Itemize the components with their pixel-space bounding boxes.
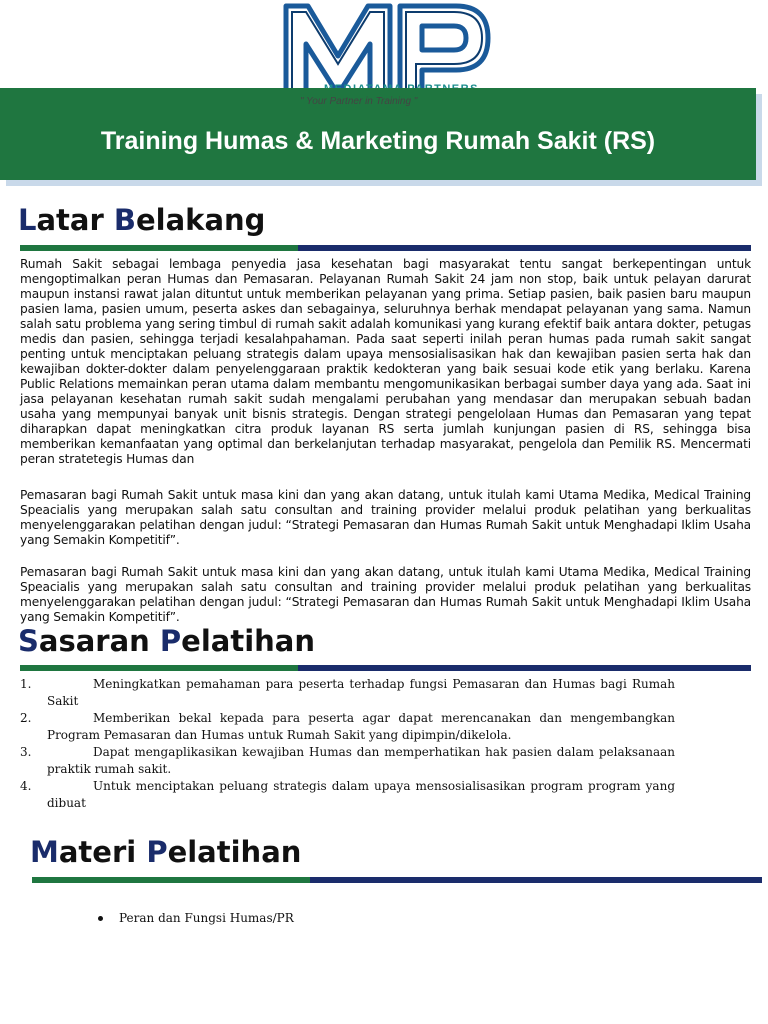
heading-initial: P — [159, 624, 182, 658]
heading-text: ateri — [58, 835, 147, 869]
heading-initial: P — [146, 835, 168, 869]
list-number: 2. — [20, 711, 32, 725]
latar-belakang-heading — [18, 203, 265, 237]
heading-text: elatihan — [181, 624, 316, 658]
background-paragraph: Pemasaran bagi Rumah Sakit untuk masa kini dan yang akan datang, untuk itulah kami Utama Medika, Medical Training Speacialis yang merupakan salah satu consultan and training provider melalui produk pelatihan yang berkualitas menyelenggarakan pelatihan dengan judul: “Strategi Pemasaran dan Humas Rumah Sakit untuk Menghadapi Iklim Usaha yang Semakin Kompetitif”. — [20, 565, 751, 624]
list-text: Peran dan Fungsi Humas/PR — [119, 911, 294, 925]
heading-initial: S — [18, 624, 39, 658]
heading-initial: M — [30, 835, 59, 869]
list-item — [20, 778, 675, 812]
list-number: 4. — [20, 779, 32, 793]
background-paragraph: Rumah Sakit sebagai lembaga penyedia jasa kesehatan bagi masyarakat tentu sangat berkepentingan untuk mengoptimalkan peran Humas dan Pemasaran. Pelayanan Rumah Sakit 24 jam non stop, baik untuk pelayan darurat maupun instansi rawat jalan dituntut untuk memberikan pelayanan yang prima. Setiap pasien, baik pasien baru maupun pasien lama, pasien umum, peserta askes dan sebagainya, seluruhnya berhak mendapat pelayanan yang sama. Namun salah satu problema yang sering timbul di rumah sakit adalah komunikasi yang kurang efektif baik antara dokter, petugas medis dan pasien, sehingga terjadi kesalahpahaman. Pada saat seperti inilah peran humas pada rumah sakit sangat penting untuk menciptakan peluang strategis dalam upaya mensosialisasikan hak dan kewajiban pasien serta hak dan kewajiban dokter-dokter dalam penyelenggaraan praktik kedokteran yang baik sesuai kode etik yang berlaku. Karena Public Relations memainkan peran utama dalam membantu mengomunikasikan berbagai sumber daya yang ada. Saat ini jasa pelayanan kesehatan rumah sakit sudah mengalami perubahan yang mendasar dan merupakan sebuah badan usaha yang mempunyai banyak unit bisnis strategis. Dengan strategi pengelolaan Humas dan Pemasaran yang tepat diharapkan dapat meningkatkan citra produk layanan RS serta jumlah kunjungan pasien di RS, sehingga bisa memberikan kemanfaatan yang optimal dan berkelanjutan terhadap masyarakat, pengelola dan Pemilik RS. Mencermati peran stratetegis Humas dan — [20, 257, 751, 466]
section-divider — [20, 245, 751, 251]
list-item — [20, 710, 675, 744]
heading-text: elakang — [136, 203, 266, 237]
list-text: Meningkatkan pemahaman para peserta terhadap fungsi Pemasaran dan Humas bagi Rumah Sakit — [47, 677, 675, 708]
bullet-icon — [98, 916, 103, 921]
sasaran-pelatihan-heading — [18, 624, 315, 658]
logo-tagline: " Your Partner in Training " — [300, 96, 418, 107]
section-divider — [32, 877, 762, 883]
heading-initial: L — [18, 203, 37, 237]
section-divider — [20, 665, 751, 671]
list-text: Untuk menciptakan peluang strategis dalam upaya mensosialisasikan program program yang dibuat — [47, 779, 675, 810]
page-title: Training Humas & Marketing Rumah Sakit (RS) — [100, 126, 656, 155]
background-paragraph: Pemasaran bagi Rumah Sakit untuk masa kini dan yang akan datang, untuk itulah kami Utama Medika, Medical Training Speacialis yang merupakan salah satu consultan and training provider melalui produk pelatihan yang berkualitas menyelenggarakan pelatihan dengan judul: “Strategi Pemasaran dan Humas Rumah Sakit untuk Menghadapi Iklim Usaha yang Semakin Kompetitif”. — [20, 488, 751, 547]
objectives-list — [20, 676, 675, 812]
heading-initial: B — [113, 203, 136, 237]
list-item — [20, 744, 675, 778]
heading-text: atar — [36, 203, 114, 237]
list-item — [96, 910, 294, 927]
list-number: 1. — [20, 677, 32, 691]
materi-pelatihan-heading — [30, 835, 301, 869]
heading-text: elatihan — [167, 835, 302, 869]
list-text: Dapat mengaplikasikan kewajiban Humas dan memperhatikan hak pasien dalam pelaksanaan praktik rumah sakit. — [47, 745, 675, 776]
heading-text: asaran — [38, 624, 160, 658]
list-text: Memberikan bekal kepada para peserta agar dapat merencanakan dan mengembangkan Program Pemasaran dan Humas untuk Rumah Sakit yang dipimpin/dikelola. — [47, 711, 675, 742]
materials-list — [96, 910, 294, 927]
list-number: 3. — [20, 745, 32, 759]
list-item — [20, 676, 675, 710]
